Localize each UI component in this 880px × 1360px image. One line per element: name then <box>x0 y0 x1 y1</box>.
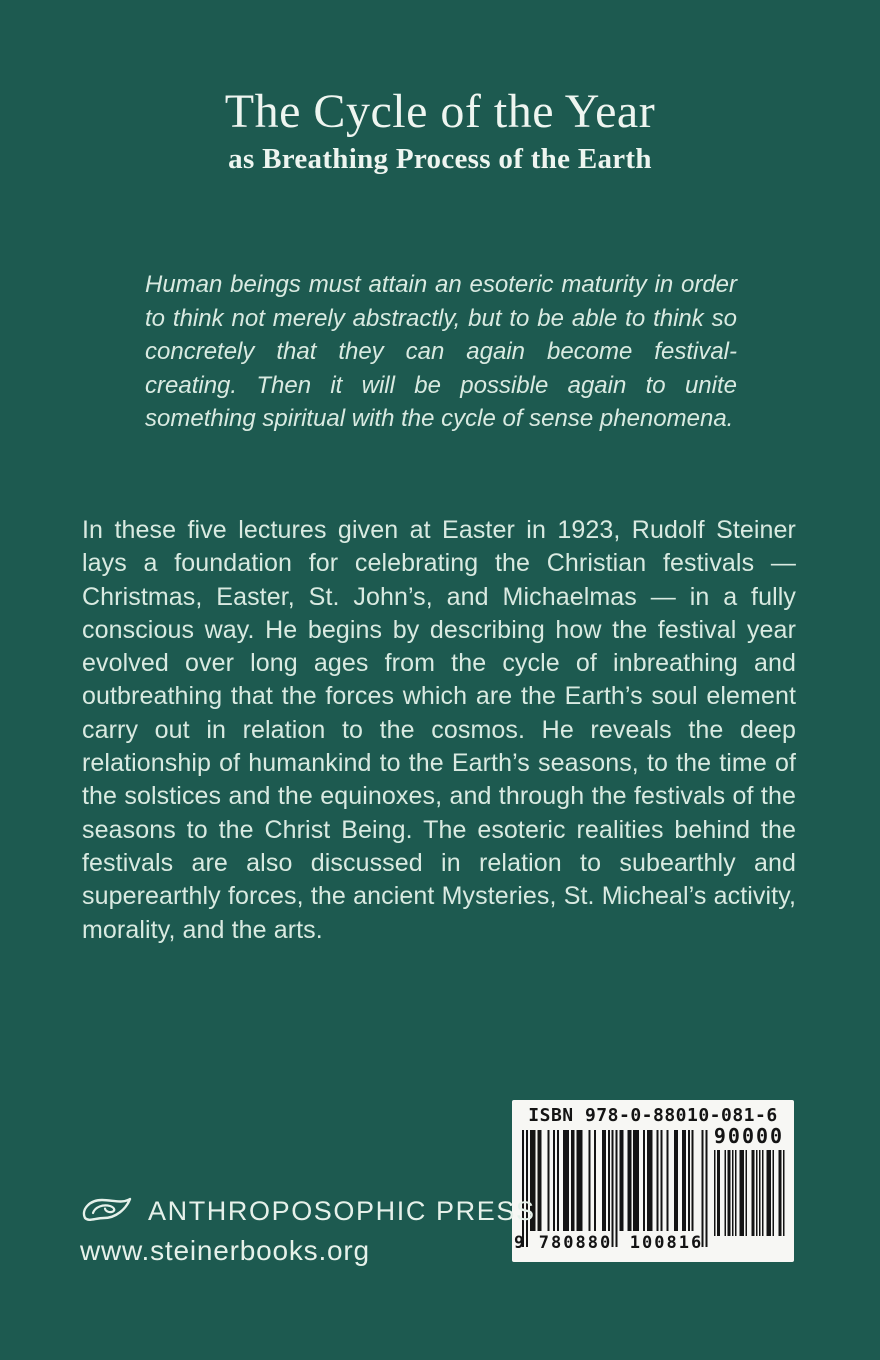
isbn-barcode-box <box>512 1100 794 1262</box>
back-cover-description: In these five lectures given at Easter in 1923, Rudolf Steiner lays a foundation for celebrating the Christian festivals — Christmas, Easter, St. John’s, and Michaelmas — in a fully conscious way. He begins by describing how the festival year evolved over long ages from the cycle of inbreathing and outbreathing that the forces which are the Earth’s soul element carry out in relation to the cosmos. He reveals the deep relationship of humankind to the Earth’s seasons, to the time of the solstices and the equinoxes, and through the festivals of the seasons to the Christ Being. The esoteric realities behind the festivals are also discussed in relation to subearthly and superearthly forces, the ancient Mysteries, St. Micheal’s activity, morality, and the arts. <box>82 516 796 944</box>
price-code: 90000 <box>713 1124 785 1148</box>
book-subtitle: as Breathing Process of the Earth <box>228 143 652 176</box>
ean5-supplement-barcode <box>714 1150 785 1236</box>
book-title: The Cycle of the Year <box>224 85 656 138</box>
ean13-digit-group1: 780880 <box>538 1233 613 1253</box>
ean13-digit-first: 9 <box>514 1233 525 1253</box>
title-block <box>0 84 880 176</box>
leaf-swirl-icon <box>80 1192 134 1230</box>
publisher-website: www.steinerbooks.org <box>80 1235 370 1266</box>
ean13-digits <box>514 1233 712 1253</box>
publisher-block <box>80 1192 536 1267</box>
ean13-barcode <box>522 1130 708 1248</box>
ean13-digit-group2: 100816 <box>629 1233 704 1253</box>
isbn-label: ISBN 978-0-88010-081-6 <box>528 1105 778 1126</box>
epigraph-quote: Human beings must attain an esoteric maturity in order to think not merely abstractly, but to be able to think so concretely that they can again become festival-creating. Then it will be possible again to unite something spiritual with the cycle of sense phenomena. <box>145 271 737 432</box>
publisher-name: ANTHROPOSOPHIC PRESS <box>148 1195 536 1226</box>
